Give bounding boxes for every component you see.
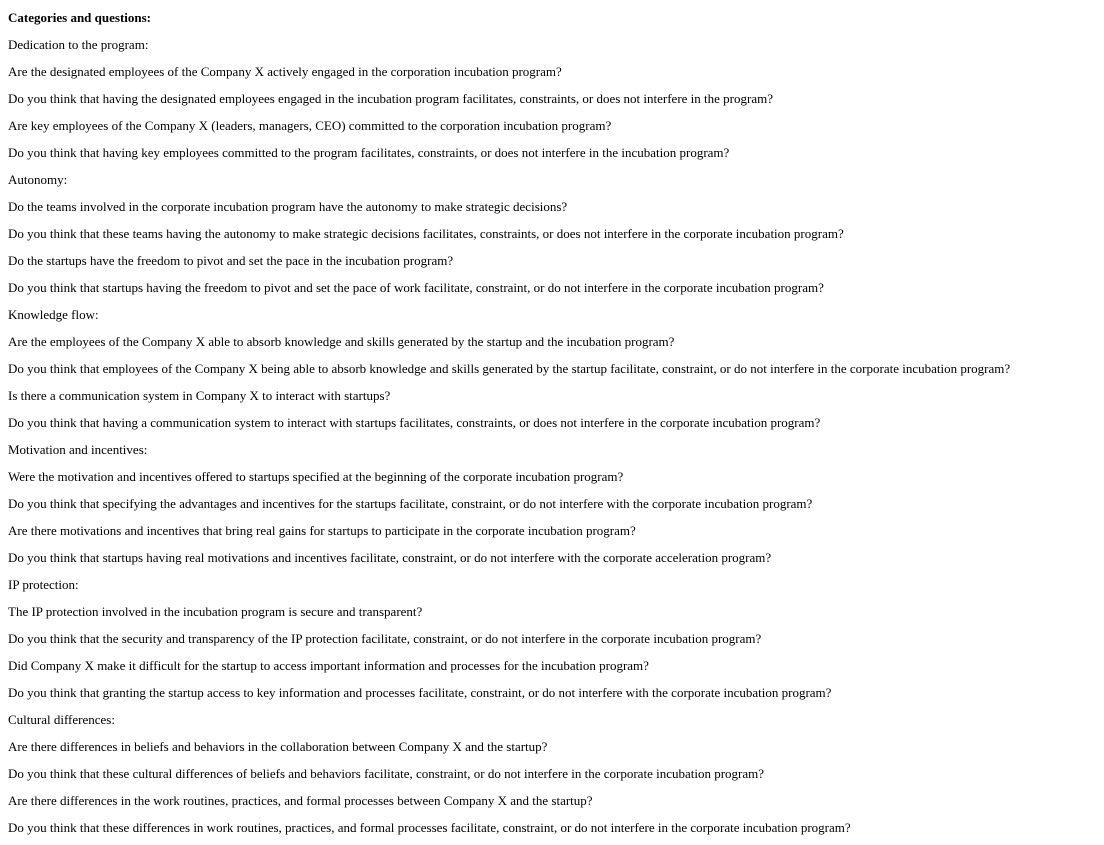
question-line: Are there differences in beliefs and behaviors in the collaboration between Company X and the startup? — [8, 739, 548, 754]
question-line: Do the teams involved in the corporate incubation program have the autonomy to make strategic decisions? — [8, 199, 568, 214]
category-label: IP protection: — [8, 577, 79, 592]
document-heading: Categories and questions: — [8, 10, 152, 25]
question-line: Do you think that specifying the advantages and incentives for the startups facilitate, constraint, or do not interfere with the corporate incubation program? — [8, 496, 813, 511]
question-line: Are key employees of the Company X (leaders, managers, CEO) committed to the corporation incubation program? — [8, 118, 612, 133]
question-line: Do you think that these cultural differences of beliefs and behaviors facilitate, constraint, or do not interfere in the corporate incubation program? — [8, 766, 765, 781]
question-line: Are the employees of the Company X able to absorb knowledge and skills generated by the startup and the incubation program? — [8, 334, 675, 349]
question-line: The IP protection involved in the incubation program is secure and transparent? — [8, 604, 423, 619]
category-label: Cultural differences: — [8, 712, 115, 727]
question-line: Do the startups have the freedom to pivot and set the pace in the incubation program? — [8, 253, 454, 268]
question-line: Do you think that these differences in work routines, practices, and formal processes facilitate, constraint, or do not interfere in the corporate incubation program? — [8, 820, 851, 835]
question-line: Are there differences in the work routines, practices, and formal processes between Company X and the startup? — [8, 793, 593, 808]
question-line: Do you think that granting the startup access to key information and processes facilitate, constraint, or do not interfere with the corporate incubation program? — [8, 685, 832, 700]
category-label: Motivation and incentives: — [8, 442, 148, 457]
question-line: Do you think that having a communication system to interact with startups facilitates, constraints, or does not interfere in the corporate incubation program? — [8, 415, 821, 430]
question-line: Do you think that the security and transparency of the IP protection facilitate, constraint, or do not interfere in the corporate incubation program? — [8, 631, 762, 646]
question-line: Do you think that employees of the Company X being able to absorb knowledge and skills generated by the startup facilitate, constraint, or do not interfere in the corporate incubation program? — [8, 361, 1011, 376]
category-label: Dedication to the program: — [8, 37, 149, 52]
question-line: Is there a communication system in Company X to interact with startups? — [8, 388, 391, 403]
question-line: Are the designated employees of the Company X actively engaged in the corporation incubation program? — [8, 64, 562, 79]
category-label: Autonomy: — [8, 172, 68, 187]
question-line: Do you think that having key employees committed to the program facilitates, constraints, or does not interfere in the incubation program? — [8, 145, 730, 160]
question-line: Did Company X make it difficult for the startup to access important information and processes for the incubation program? — [8, 658, 649, 673]
question-line: Do you think that having the designated employees engaged in the incubation program facilitates, constraints, or does not interfere in the program? — [8, 91, 773, 106]
question-line: Do you think that these teams having the autonomy to make strategic decisions facilitates, constraints, or does not interfere in the corporate incubation program? — [8, 226, 844, 241]
question-line: Are there motivations and incentives that bring real gains for startups to participate in the corporate incubation program? — [8, 523, 636, 538]
question-line: Were the motivation and incentives offered to startups specified at the beginning of the corporate incubation program? — [8, 469, 624, 484]
category-label: Knowledge flow: — [8, 307, 99, 322]
question-line: Do you think that startups having the freedom to pivot and set the pace of work facilitate, constraint, or do not interfere in the corporate incubation program? — [8, 280, 824, 295]
question-line: Do you think that startups having real motivations and incentives facilitate, constraint, or do not interfere with the corporate acceleration program? — [8, 550, 772, 565]
